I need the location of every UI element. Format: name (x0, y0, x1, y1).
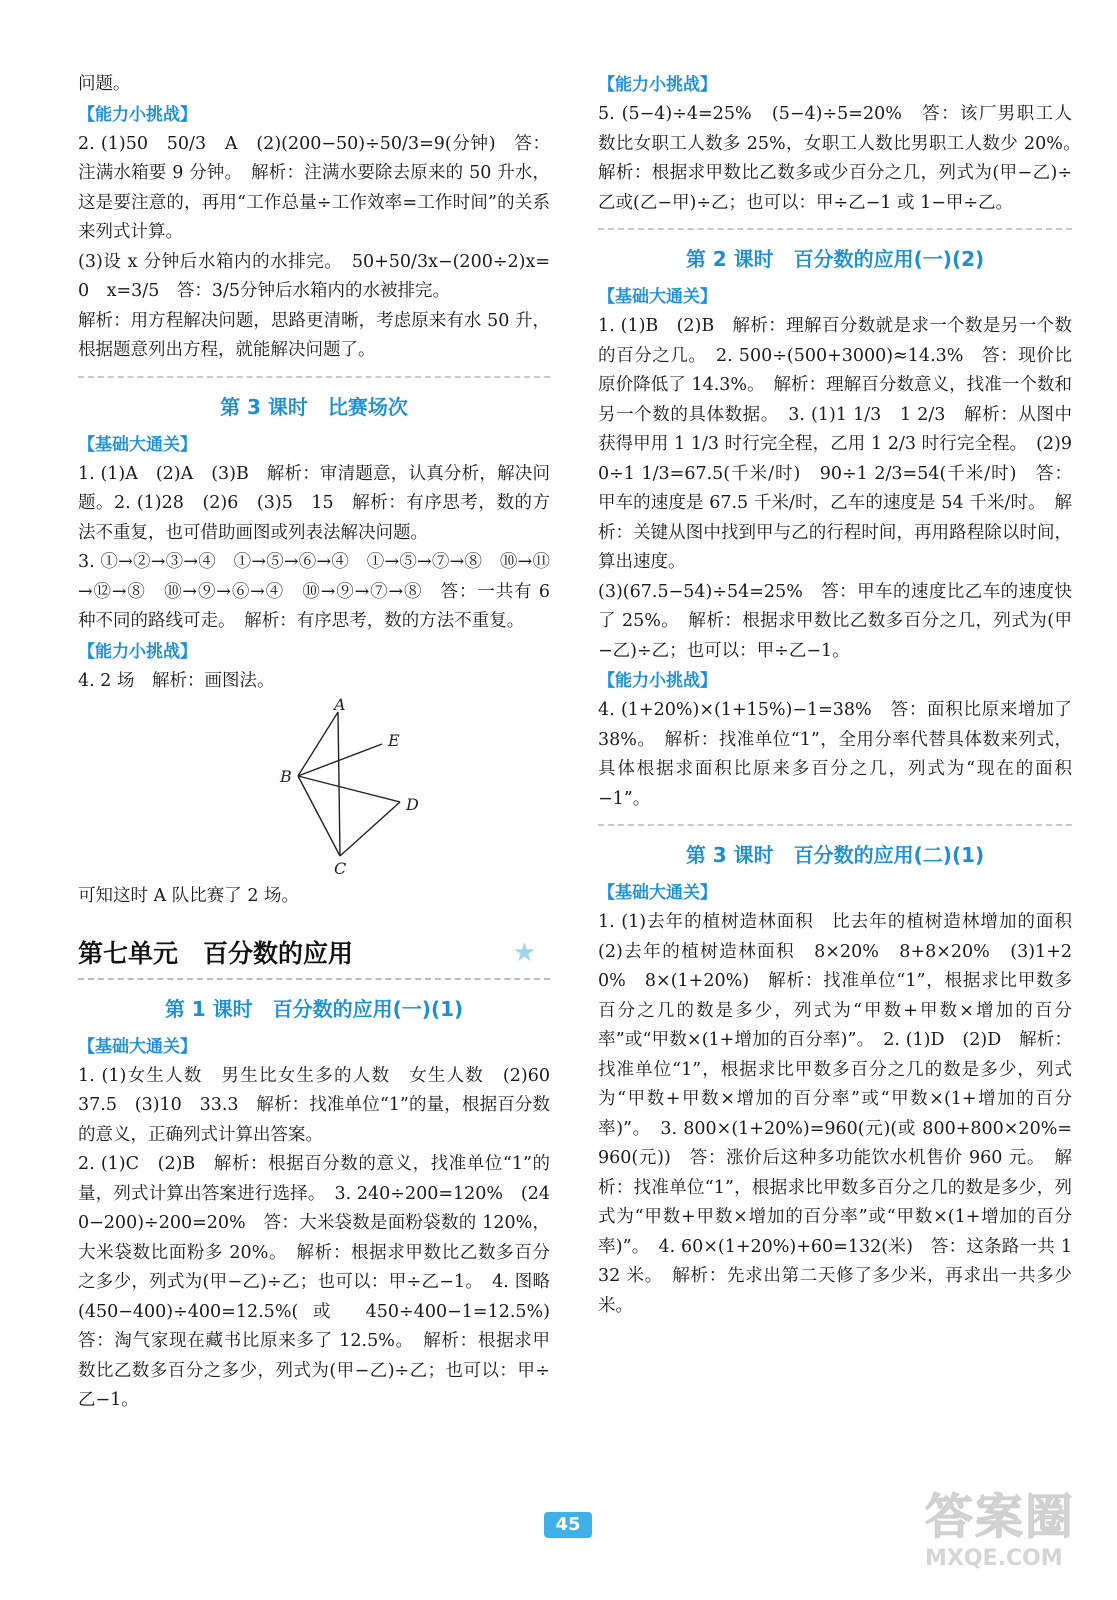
paragraph: (3)(67.5−54)÷54=25% 答：甲车的速度比乙车的速度快了 25%。 解析：根据求甲数比乙数多百分之几，列式为(甲−乙)÷乙；也可以：甲÷乙−1。 (598, 581, 1072, 661)
right-column (598, 70, 1090, 1321)
paragraph: 2. (1)50 50/3 A (2)(200−50)÷50/3=9(分钟) 答：注满水箱要 9 分钟。 解析：注满水要除去原来的 50 升水，这是要注意的，再用“工作总量÷工作效率=工作时间”的关系来列式计算。 (78, 133, 550, 242)
paragraph: 可知这时 A 队比赛了 2 场。 (78, 886, 300, 906)
dashed-divider (598, 228, 1072, 230)
section-tag: 【能力小挑战】 (78, 104, 197, 125)
section-tag: 【能力小挑战】 (598, 75, 717, 95)
edge-ac (338, 712, 340, 856)
vertex-label-a: A (334, 698, 346, 714)
page-number: 45 (544, 1512, 592, 1538)
dashed-divider (78, 376, 550, 378)
edge-ab (298, 712, 338, 776)
watermark-domain: MXQE.COM (925, 1546, 1063, 1571)
paragraph: 问题。 (78, 74, 131, 94)
paragraph: 1. (1)B (2)B 解析：理解百分数就是求一个数是另一个数的百分之几。 2. 500÷(500+3000)≈14.3% 答：现价比原价降低了 14.3%。 解析：理解百分数意义，找准一个数和另一个数的具体数据。 3. (1)1 1/3 1 2/3 解析：从图中获得甲用 1 1/3 时行完全程，乙用 1 2/3 时行完全程。 (2)90÷1 1/3=67.5(千米/时) 90÷1 2/3=54(千米/时) 答：甲车的速度是 67.5 千米/时，乙车的速度是 54 千米/时。 解析：关键从图中找到甲与乙的行程时间，再用路程除以时间，算出速度。 (598, 316, 1072, 572)
paragraph: 4. (1+20%)×(1+15%)−1=38% 答：面积比原来增加了 38%。 解析：找准单位“1”，全用分率代替具体数来列式，具体根据求面积比原来多百分之几，列式为“现在的面积−1”。 (598, 700, 1078, 809)
star-icon: ★ (512, 937, 536, 968)
vertex-label-d: D (406, 795, 419, 814)
paragraph: 1. (1)去年的植树造林面积 比去年的植树造林增加的面积 (2)去年的植树造林面积 8×20% 8+8×20% (3)1+20% 8×(1+20%) 解析：找准单位“1”，根据求比甲数多百分之几的数是多少，列式为“甲数+甲数×增加的百分率”或“甲数×(1+增加的百分率)”。 2. (1)D (2)D 解析：找准单位“1”，根据求比甲数多百分之几的数是多少，列式为“甲数+甲数×增加的百分率”或“甲数×(1+增加的百分率)”。 3. 800×(1+20%)=960(元)(或 800+800×20%=960(元)) 答：涨价后这种多功能饮水机售价 960 元。 解析：找准单位“1”，根据求比甲数多百分之几的数是多少，列式为“甲数+甲数×增加的百分率”或“甲数×(1+增加的百分率)”。 4. 60×(1+20%)+60=132(米) 答：这条路一共 132 米。 解析：先求出第二天修了多少米，再求出一共多少米。 (598, 912, 1090, 1316)
vertex-label-e: E (388, 731, 400, 750)
dashed-divider (598, 824, 1072, 826)
lesson-heading: 第 1 课时 百分数的应用(一)(1) (164, 996, 464, 1021)
paragraph: 2. (1)C (2)B 解析：根据百分数的意义，找准单位“1”的量，列式计算出答案进行选择。 3. 240÷200=120% (240−200)÷200=20% 答：大米袋数是面粉袋数的 120%，大米袋数比面粉多 20%。 解析：根据求甲数比乙数多百分之多少，列式为(甲−乙)÷乙；也可以：甲÷乙−1。 4. 图略 (450−400)÷400=12.5%(或 450÷400−1=12.5%) 答：淘气家现在藏书比原来多了 12.5%。 解析：根据求甲数比乙数多百分之多少，列式为(甲−乙)÷乙；也可以：甲÷乙−1。 (78, 1154, 568, 1410)
match-graph (278, 698, 428, 878)
paragraph: 5. (5−4)÷4=25% (5−4)÷5=20% 答：该厂男职工人数比女职工人数多 25%，女职工人数比男职工人数少 20%。 解析：根据求甲数比乙数多或少百分之几，列式为(甲−乙)÷乙或(乙−甲)÷乙；也可以：甲÷乙−1 或 1−甲÷乙。 (598, 104, 1090, 213)
paragraph: 1. (1)A (2)A (3)B 解析：审清题意，认真分析，解决问题。2. (1)28 (2)6 (3)5 15 解析：有序思考，数的方法不重复，也可借助画图或列表法解决问题。 (78, 463, 550, 543)
paragraph: 3. ①→②→③→④ ①→⑤→⑥→④ ①→⑤→⑦→⑧ ⑩→⑪→⑫→⑧ ⑩→⑨→⑥→④ ⑩→⑨→⑦→⑧ 答：一共有 6 种不同的路线可走。 解析：有序思考，数的方法不重复。 (78, 552, 556, 631)
match-graph-figure (78, 698, 550, 878)
section-tag: 【基础大通关】 (598, 287, 717, 307)
paragraph: 解析：用方程解决问题，思路更清晰，考虑原来有水 50 升，根据题意列出方程，就能解决问题了。 (78, 310, 550, 360)
lesson-heading: 第 3 课时 百分数的应用(二)(1) (685, 843, 985, 867)
unit-title: 第七单元 百分数的应用 (78, 938, 354, 968)
section-tag: 【能力小挑战】 (598, 671, 717, 691)
edge-be (298, 744, 382, 776)
watermark-logo (925, 1488, 1100, 1588)
paragraph: (3)设 x 分钟后水箱内的水排完。 50+50/3x−(200÷2)x=0 x=3/5 答：3/5分钟后水箱内的水被排完。 (78, 251, 550, 301)
unit-title-block (78, 926, 550, 980)
lesson-heading: 第 2 课时 百分数的应用(一)(2) (685, 247, 985, 271)
section-tag: 【基础大通关】 (78, 1036, 197, 1057)
edge-bc (298, 776, 340, 856)
watermark-text: 答案圈 (925, 1489, 1076, 1545)
vertex-label-b: B (280, 767, 292, 786)
left-column (78, 70, 568, 1416)
edge-dc (340, 802, 400, 856)
vertex-label-c: C (334, 859, 347, 878)
edge-bd (298, 776, 400, 802)
section-tag: 【基础大通关】 (598, 883, 717, 903)
section-tag: 【基础大通关】 (78, 434, 197, 455)
section-tag: 【能力小挑战】 (78, 641, 197, 662)
paragraph: 1. (1)女生人数 男生比女生多的人数 女生人数 (2)60 37.5 (3)10 33.3 解析：找准单位“1”的量，根据百分数的意义，正确列式计算出答案。 (78, 1065, 568, 1145)
paragraph: 4. 2 场 解析：画图法。 (78, 670, 275, 691)
lesson-heading: 第 3 课时 比赛场次 (220, 394, 408, 419)
